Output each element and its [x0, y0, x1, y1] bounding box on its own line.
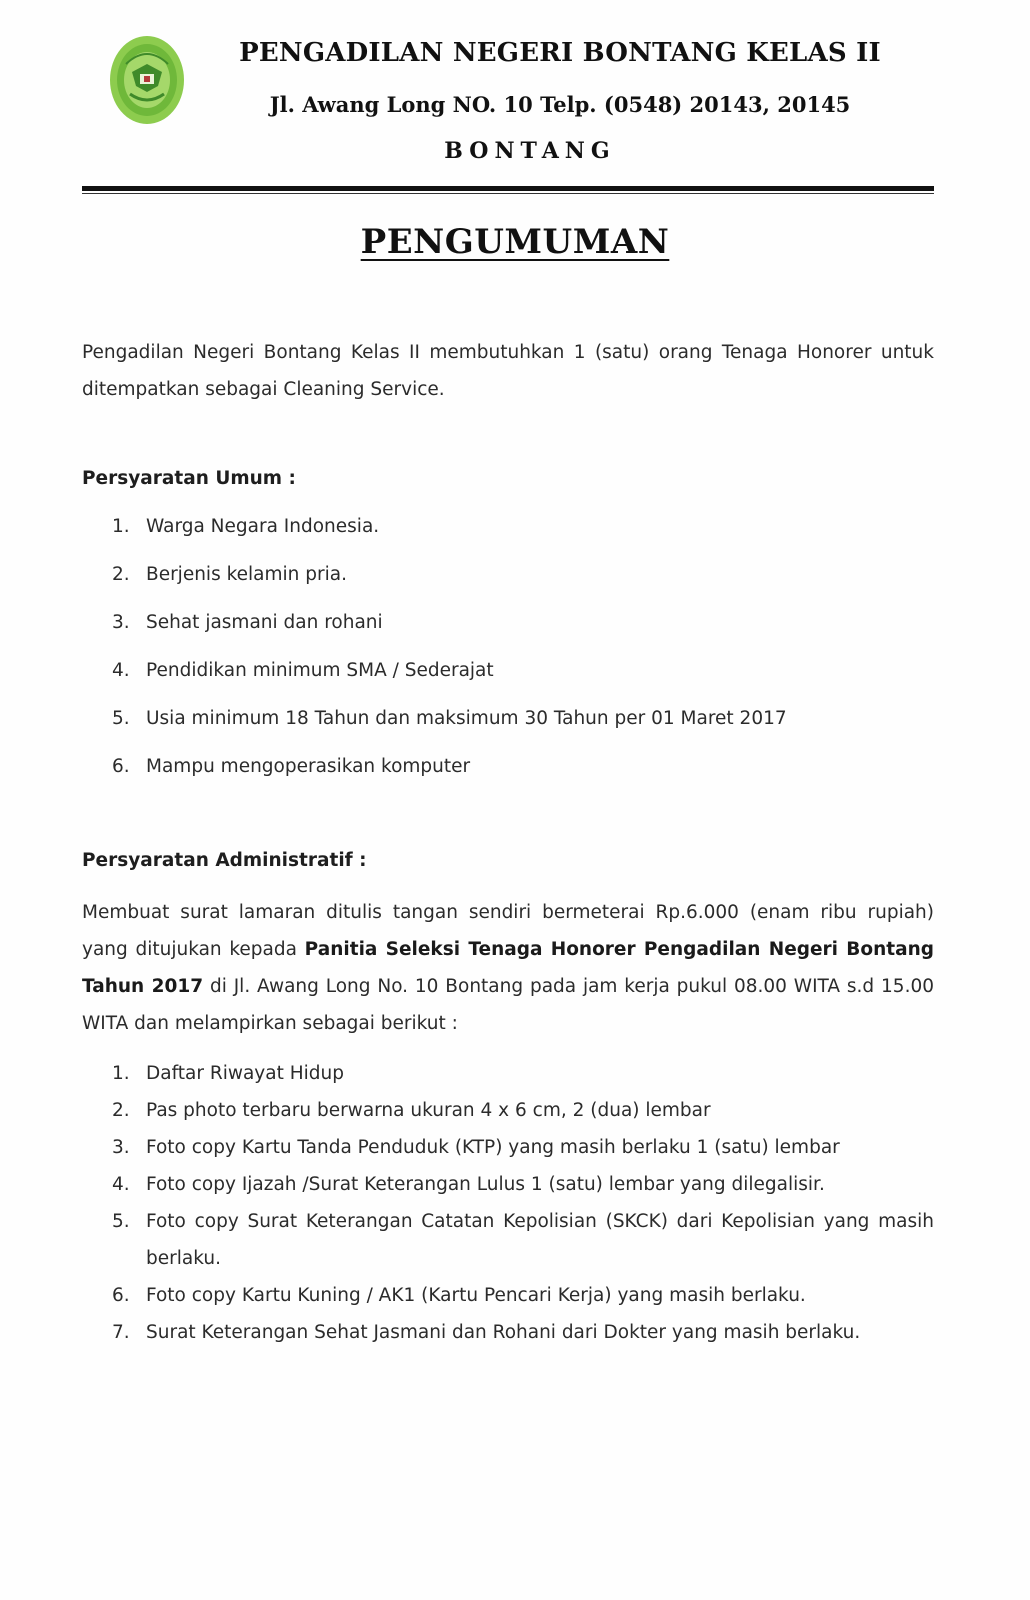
admin-line-2: [82, 931, 934, 968]
list-item-text: Daftar Riwayat Hidup: [146, 1063, 344, 1084]
list-item: [82, 754, 934, 802]
administrative-requirements-heading: Persyaratan Administratif :: [82, 850, 367, 871]
list-item-text: Foto copy Surat Keterangan Catatan Kepolisian (SKCK) dari Kepolisian yang masih: [146, 1211, 934, 1232]
admin-line-3: [82, 968, 934, 1005]
list-item: [82, 1314, 934, 1351]
list-item: [82, 1203, 934, 1277]
list-item-number: 2.: [112, 564, 130, 585]
list-item: [82, 1092, 934, 1129]
list-item-text: Foto copy Ijazah /Surat Keterangan Lulus 1 (satu) lembar yang dilegalisir.: [146, 1174, 825, 1195]
list-item-number: 3.: [112, 1137, 130, 1158]
court-emblem-logo: [108, 34, 186, 126]
list-item: [82, 1166, 934, 1203]
document-title: [0, 222, 1030, 262]
list-item: [82, 1277, 934, 1314]
list-item-number: 3.: [112, 612, 130, 633]
list-item-number: 5.: [112, 708, 130, 729]
list-item-text: Foto copy Kartu Kuning / AK1 (Kartu Pencari Kerja) yang masih berlaku.: [146, 1285, 806, 1306]
list-item: [82, 1129, 934, 1166]
list-item-number: 1.: [112, 1063, 130, 1084]
general-requirements-list: [82, 514, 934, 802]
list-item-number: 1.: [112, 516, 130, 537]
list-item-text: Pendidikan minimum SMA / Sederajat: [146, 660, 494, 681]
list-item-text: Foto copy Kartu Tanda Penduduk (KTP) yang masih berlaku 1 (satu) lembar: [146, 1137, 840, 1158]
letterhead-divider-thick: [82, 186, 934, 191]
general-requirements-heading: Persyaratan Umum :: [82, 468, 296, 489]
list-item-number: 2.: [112, 1100, 130, 1121]
court-city: BONTANG: [444, 138, 616, 164]
list-item-text: Usia minimum 18 Tahun dan maksimum 30 Tahun per 01 Maret 2017: [146, 708, 787, 729]
list-item: [82, 610, 934, 658]
list-item-text: Mampu mengoperasikan komputer: [146, 756, 471, 777]
list-item: [82, 562, 934, 610]
admin-line-3-text: di Jl. Awang Long No. 10 Bontang pada jam kerja pukul 08.00 WITA s.d 15.00: [203, 976, 934, 997]
administrative-paragraph: [82, 894, 934, 1042]
list-item-number: 4.: [112, 660, 130, 681]
list-item-text: Pas photo terbaru berwarna ukuran 4 x 6 cm, 2 (dua) lembar: [146, 1100, 711, 1121]
list-item-text: Surat Keterangan Sehat Jasmani dan Rohani dari Dokter yang masih berlaku.: [146, 1322, 861, 1343]
list-item-number: 7.: [112, 1322, 130, 1343]
committee-year: Tahun 2017: [82, 976, 204, 997]
intro-line-2: ditempatkan sebagai Cleaning Service.: [82, 379, 445, 400]
admin-line-1: Membuat surat lamaran ditulis tangan sendiri bermeterai Rp.6.000 (enam ribu rupiah): [82, 902, 934, 923]
list-item: [82, 1055, 934, 1092]
administrative-requirements-list: [82, 1055, 934, 1351]
list-item-number: 6.: [112, 1285, 130, 1306]
list-item: [82, 658, 934, 706]
intro-paragraph: [82, 334, 934, 408]
letterhead-divider-thin: [82, 193, 934, 194]
list-item-number: 5.: [112, 1211, 130, 1232]
court-address: Jl. Awang Long NO. 10 Telp. (0548) 20143, 20145: [269, 92, 851, 117]
list-item-number: 6.: [112, 756, 130, 777]
list-item-text-continued: berlaku.: [146, 1248, 221, 1269]
committee-name: Panitia Seleksi Tenaga Honorer Pengadilan Negeri Bontang: [304, 939, 934, 960]
list-item-number: 4.: [112, 1174, 130, 1195]
list-item-text: Warga Negara Indonesia.: [146, 516, 380, 537]
list-item-text: Berjenis kelamin pria.: [146, 564, 347, 585]
document-title-text: PENGUMUMAN: [360, 222, 670, 262]
list-item-text: Sehat jasmani dan rohani: [146, 612, 383, 633]
court-name-heading: PENGADILAN NEGERI BONTANG KELAS II: [239, 38, 881, 68]
list-item: [82, 514, 934, 562]
admin-line-4: WITA dan melampirkan sebagai berikut :: [82, 1013, 458, 1034]
intro-line-1: Pengadilan Negeri Bontang Kelas II membutuhkan 1 (satu) orang Tenaga Honorer untuk: [82, 342, 934, 363]
list-item: [82, 706, 934, 754]
admin-line-2-text: yang ditujukan kepada: [82, 939, 305, 960]
